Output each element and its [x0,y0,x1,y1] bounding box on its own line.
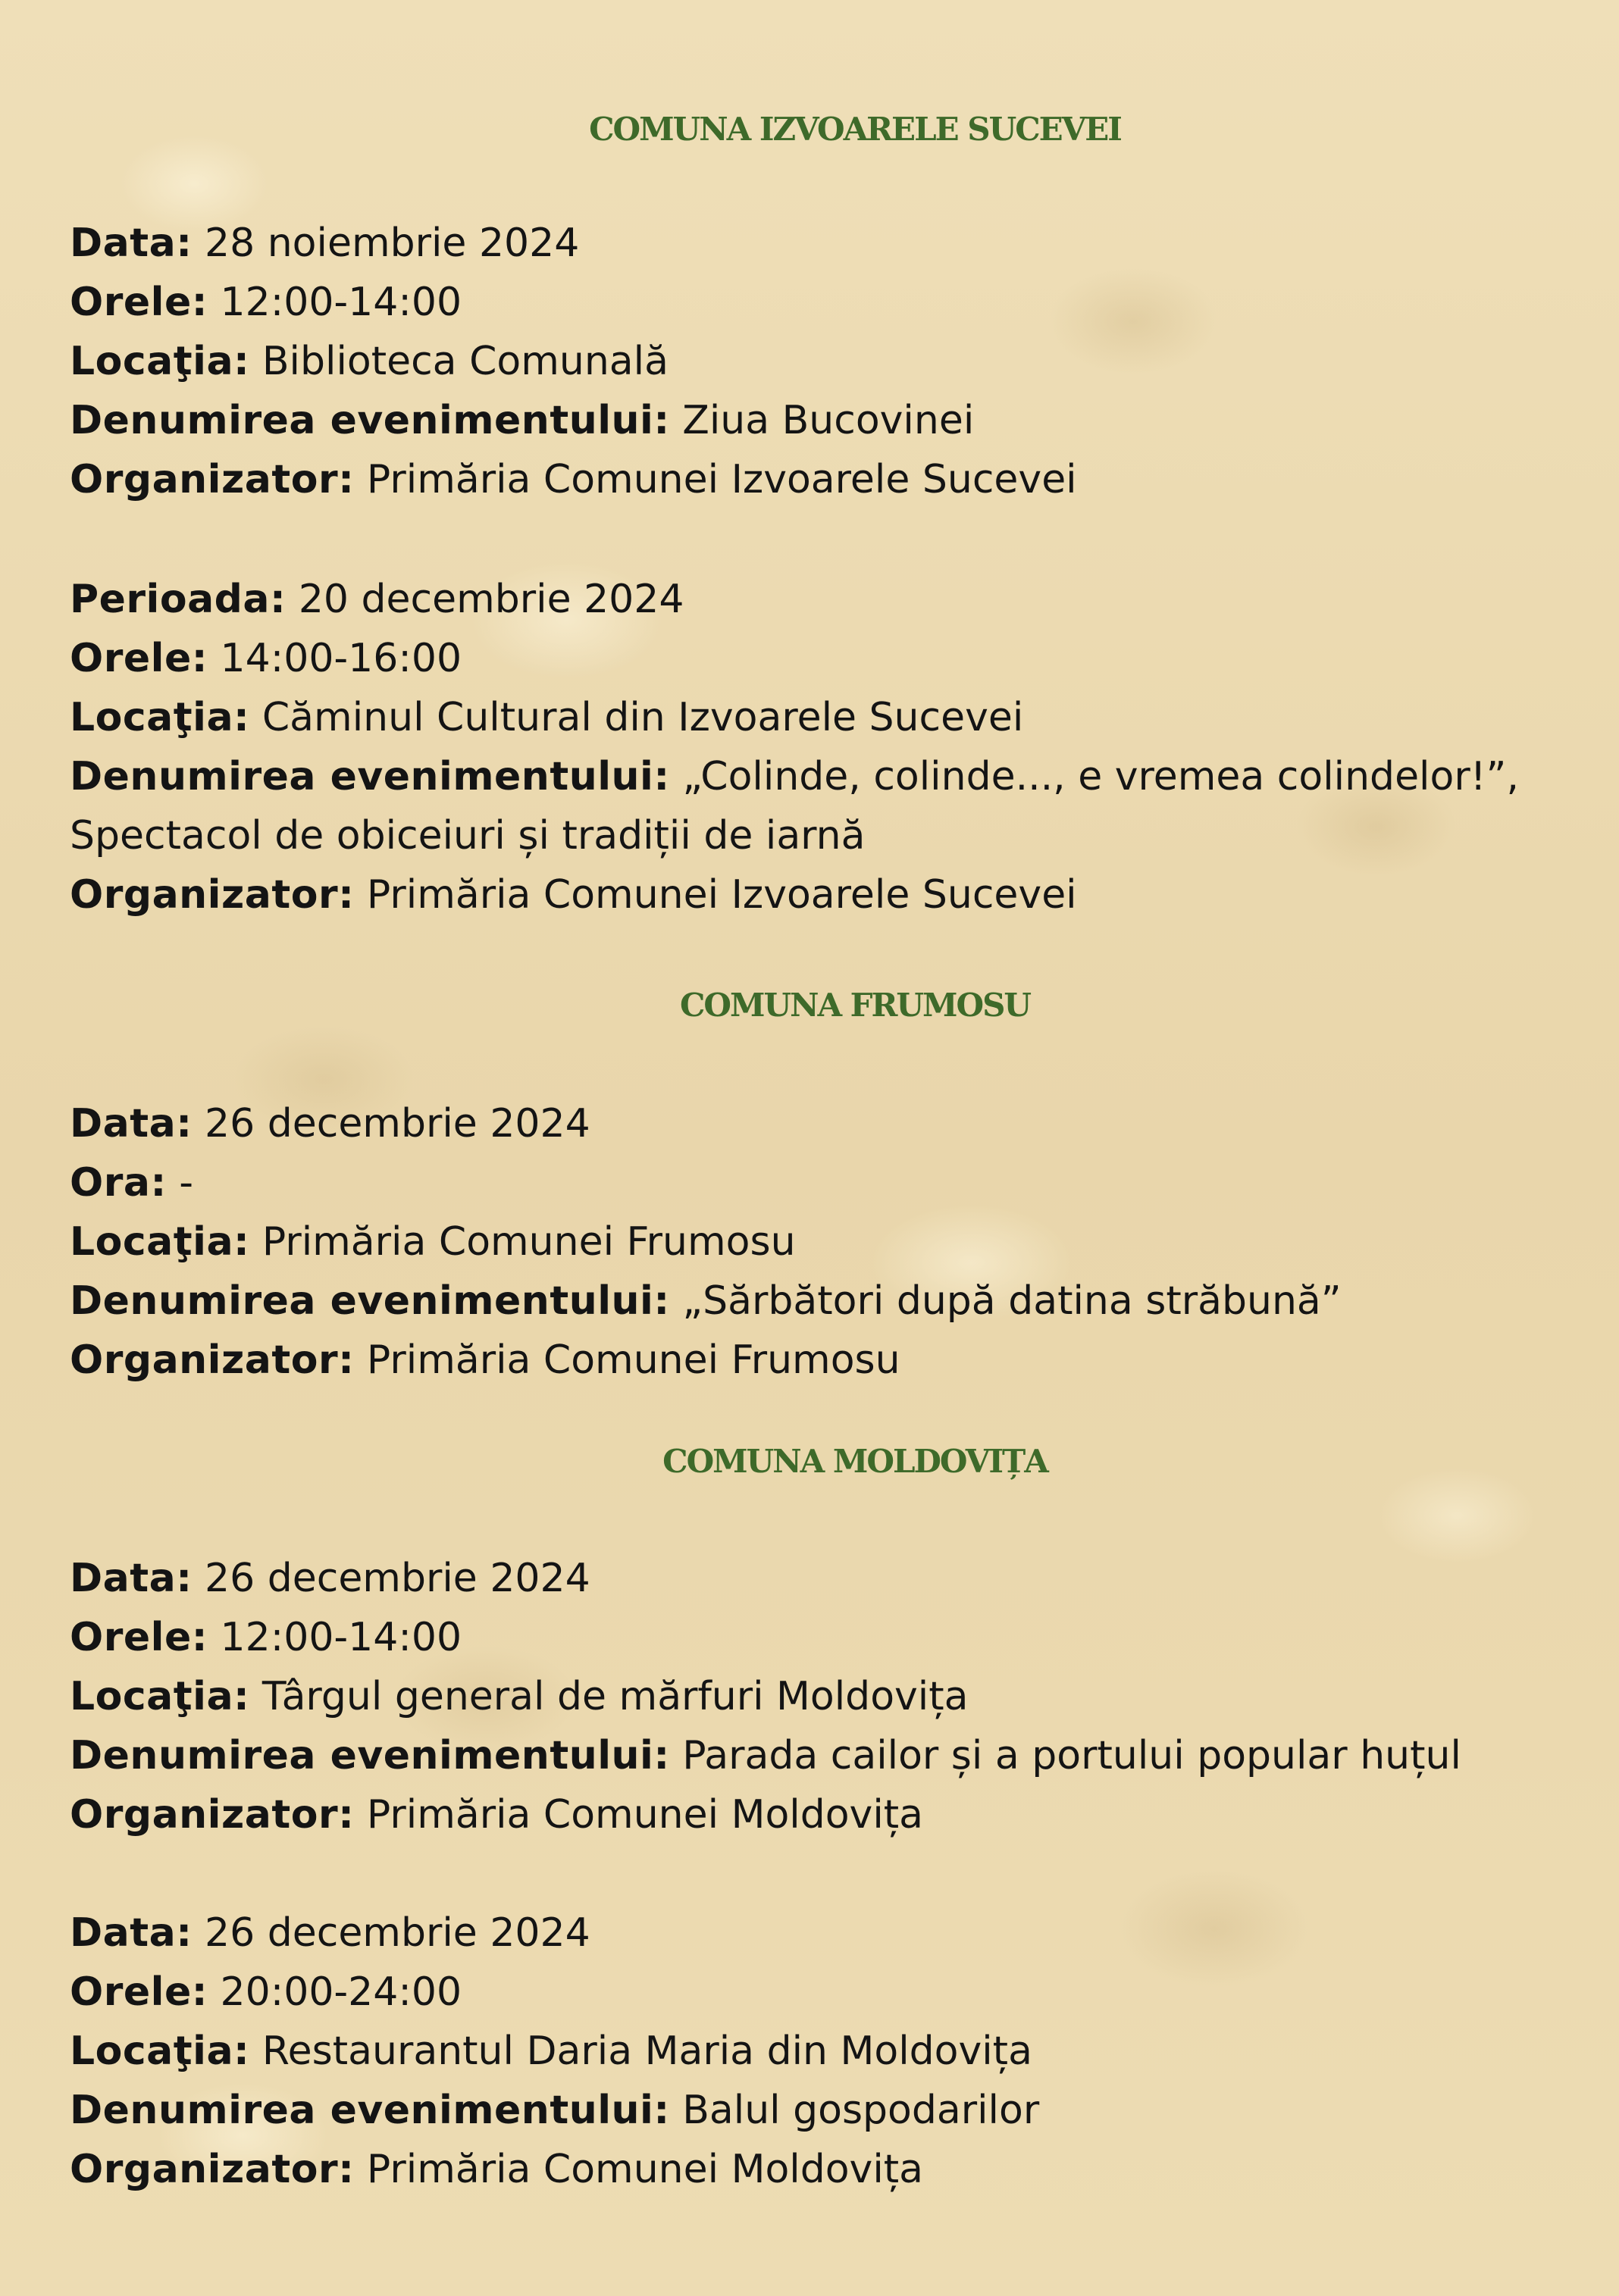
section-title-moldovita: COMUNA MOLDOVIȚA [662,1443,1047,1480]
event-date-line [70,573,684,626]
organizer-label: Organizator: [70,872,355,918]
date-label: Data: [70,1556,193,1601]
section-title-frumosu: COMUNA FRUMOSU [679,987,1031,1024]
organizer-label: Organizator: [70,457,355,502]
event-location-line [70,691,1023,744]
hours-value: 14:00-16:00 [220,636,462,681]
location-value: Târgul general de mărfuri Moldovița [261,1674,969,1719]
organizer-value: Primăria Comunei Izvoarele Sucevei [366,457,1077,502]
event-name-line [70,1729,1461,1782]
event-date-line [70,217,579,270]
event-name-value: „Sărbători după datina străbună” [682,1278,1342,1324]
event-name-value: Ziua Bucovinei [682,398,975,443]
event-date-line [70,1552,590,1605]
event-hours-line [70,1966,462,2019]
event-name-label: Denumirea evenimentului: [70,2088,670,2133]
location-value: Căminul Cultural din Izvoarele Sucevei [261,695,1024,740]
event-organizer-line [70,1334,900,1387]
hours-label: Orele: [70,1969,208,2015]
event-name-label: Denumirea evenimentului: [70,1278,670,1324]
date-value: 26 decembrie 2024 [205,1556,590,1601]
date-label: Perioada: [70,577,287,622]
location-label: Locaţia: [70,2029,250,2074]
event-hours-line [70,1156,193,1209]
organizer-label: Organizator: [70,1792,355,1838]
organizer-label: Organizator: [70,2147,355,2192]
event-name-continuation [70,809,865,862]
event-organizer-line [70,453,1077,506]
location-label: Locaţia: [70,695,250,740]
location-value: Primăria Comunei Frumosu [261,1219,796,1265]
location-value: Restaurantul Daria Maria din Moldovița [261,2029,1032,2074]
hours-label: Ora: [70,1160,167,1206]
event-location-line [70,2025,1032,2078]
event-hours-line [70,1611,462,1664]
location-label: Locaţia: [70,1674,250,1719]
event-hours-line [70,276,462,329]
date-label: Data: [70,1910,193,1956]
event-organizer-line [70,1788,923,1841]
event-name-value: Parada cailor și a portului popular huțul [682,1733,1461,1778]
date-value: 26 decembrie 2024 [205,1910,590,1956]
event-date-line [70,1907,590,1960]
date-label: Data: [70,221,193,266]
event-location-line [70,1215,796,1268]
event-name-line [70,1275,1342,1328]
event-date-line [70,1097,590,1150]
date-value: 28 noiembrie 2024 [205,221,580,266]
event-name-label: Denumirea evenimentului: [70,754,670,799]
event-location-line [70,1670,968,1723]
event-name-cont-value: Spectacol de obiceiuri și tradiții de iarnă [70,813,866,859]
hours-value: 12:00-14:00 [220,280,462,325]
event-organizer-line [70,2143,923,2196]
event-name-label: Denumirea evenimentului: [70,398,670,443]
hours-value: 12:00-14:00 [220,1615,462,1660]
event-name-line [70,2084,1039,2137]
location-label: Locaţia: [70,1219,250,1265]
event-name-line [70,394,974,447]
hours-label: Orele: [70,280,208,325]
event-hours-line [70,632,462,685]
hours-value: - [179,1160,194,1206]
organizer-value: Primăria Comunei Frumosu [366,1337,900,1383]
event-organizer-line [70,868,1077,921]
location-label: Locaţia: [70,339,250,384]
location-value: Biblioteca Comunală [261,339,669,384]
hours-value: 20:00-24:00 [220,1969,462,2015]
organizer-value: Primăria Comunei Izvoarele Sucevei [366,872,1077,918]
event-name-label: Denumirea evenimentului: [70,1733,670,1778]
hours-label: Orele: [70,1615,208,1660]
organizer-label: Organizator: [70,1337,355,1383]
hours-label: Orele: [70,636,208,681]
organizer-value: Primăria Comunei Moldovița [366,2147,924,2192]
date-label: Data: [70,1101,193,1146]
organizer-value: Primăria Comunei Moldovița [366,1792,924,1838]
event-name-line [70,750,1519,803]
event-name-value: „Colinde, colinde..., e vremea colindelor!”, [682,754,1520,799]
date-value: 26 decembrie 2024 [205,1101,590,1146]
event-location-line [70,335,669,388]
section-title-izvoarele-sucevei: COMUNA IZVOARELE SUCEVEI [589,111,1121,148]
date-value: 20 decembrie 2024 [298,577,684,622]
event-name-value: Balul gospodarilor [682,2088,1040,2133]
